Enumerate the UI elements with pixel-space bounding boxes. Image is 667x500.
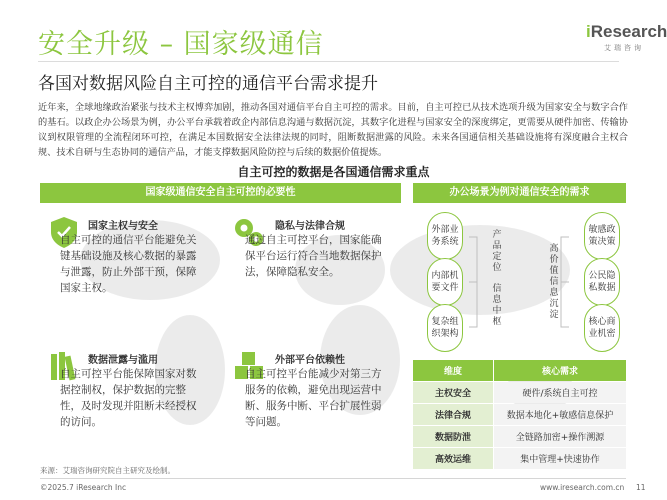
table-row (413, 426, 626, 447)
card-title: 数据泄露与滥用 (88, 355, 158, 366)
table-row (413, 448, 626, 469)
table-header-cell: 核心需求 (494, 360, 626, 381)
copyright: ©2025.7 iResearch Inc (40, 483, 127, 492)
card-title: 隐私与法律合规 (275, 221, 345, 232)
table-row (413, 382, 626, 403)
node-left: 外部业务系统 (427, 212, 463, 260)
label-high-value: 高价值信息沉淀 (549, 244, 559, 320)
card-title: 外部平台依赖性 (275, 355, 345, 366)
page-number: 11 (636, 483, 646, 492)
intro-paragraph: 近年来，全球地缘政治紧张与技术主权博弈加剧，推动各国对通信平台自主可控的需求。目前，自主可控已从技术选项升级为国家安全与数字合作的基石。以政企办公场景为例，办公平台承载着政企内部信息沟通与数据沉淀，其数字化进程与国家安全的深度绑定，更需要从硬件加密、传输协议到权限管理的全流程闭环可控，在满足本国数据安全法律法规的同时，阻断数据泄露的风险。未来各国通信相关基础设施将有深度融合主权合规、技术自研与生态协同的通信产品，才能支撑数据风险防控与后续的数据价值提炼。 (38, 102, 628, 158)
table-cell: 法律合规 (413, 404, 493, 425)
title-divider (38, 61, 619, 62)
table-cell: 数据本地化+敏感信息保护 (494, 404, 626, 425)
table-cell: 集中管理+快速协作 (494, 448, 626, 469)
table-cell: 数据防泄 (413, 426, 493, 447)
card-title: 国家主权与安全 (88, 221, 158, 232)
node-right: 公民隐私数据 (584, 258, 620, 306)
label-product-position: 产品定位 (492, 230, 502, 273)
table-cell: 主权安全 (413, 382, 493, 403)
source-note: 来源：艾瑞咨询研究院自主研究及绘制。 (40, 466, 175, 475)
card-body: 通过自主可控平台，国家能确保平台运行符合当地数据保护法，保障隐私安全。 (245, 234, 382, 278)
requirements-table (413, 360, 626, 470)
node-left: 复杂组织架构 (427, 304, 463, 352)
page-title: 安全升级 – 国家级通信 (38, 29, 324, 60)
table-row (413, 404, 626, 425)
table-cell: 高效运维 (413, 448, 493, 469)
page-subtitle: 各国对数据风险自主可控的通信平台需求提升 (38, 74, 378, 94)
website-link[interactable]: www.iresearch.com.cn (540, 483, 625, 492)
footer-divider (40, 478, 626, 479)
section-heading: 自主可控的数据是各国通信需求重点 (237, 165, 430, 179)
card-body: 自主可控平台能减少对第三方服务的依赖，避免出现运营中断、服务中断、平台扩展性弱等问题。 (245, 368, 382, 428)
card-body: 自主可控平台能保障国家对数据控制权，保护数据的完整性，及时发现并阻断未经授权的访问。 (60, 368, 197, 428)
table-cell: 全链路加密+操作溯源 (494, 426, 626, 447)
table-cell: 硬件/系统自主可控 (494, 382, 626, 403)
node-right: 核心商业机密 (584, 304, 620, 352)
card-body: 自主可控的通信平台能避免关键基础设施及核心数据的暴露与泄露，防止外部干预，保障国家主权。 (60, 234, 197, 294)
node-right: 敏感政策决策 (584, 212, 620, 260)
left-panel-banner: 国家级通信安全自主可控的必要性 (40, 183, 401, 203)
iresearch-logo: iResearch 艾瑞咨询 (586, 22, 667, 52)
table-header-row (413, 360, 626, 381)
table-header-cell: 维度 (413, 360, 493, 381)
node-left: 内部机要文件 (427, 258, 463, 306)
label-info-hub: 信息中枢 (492, 284, 502, 327)
right-panel-banner: 办公场景为例对通信安全的需求 (413, 183, 626, 203)
